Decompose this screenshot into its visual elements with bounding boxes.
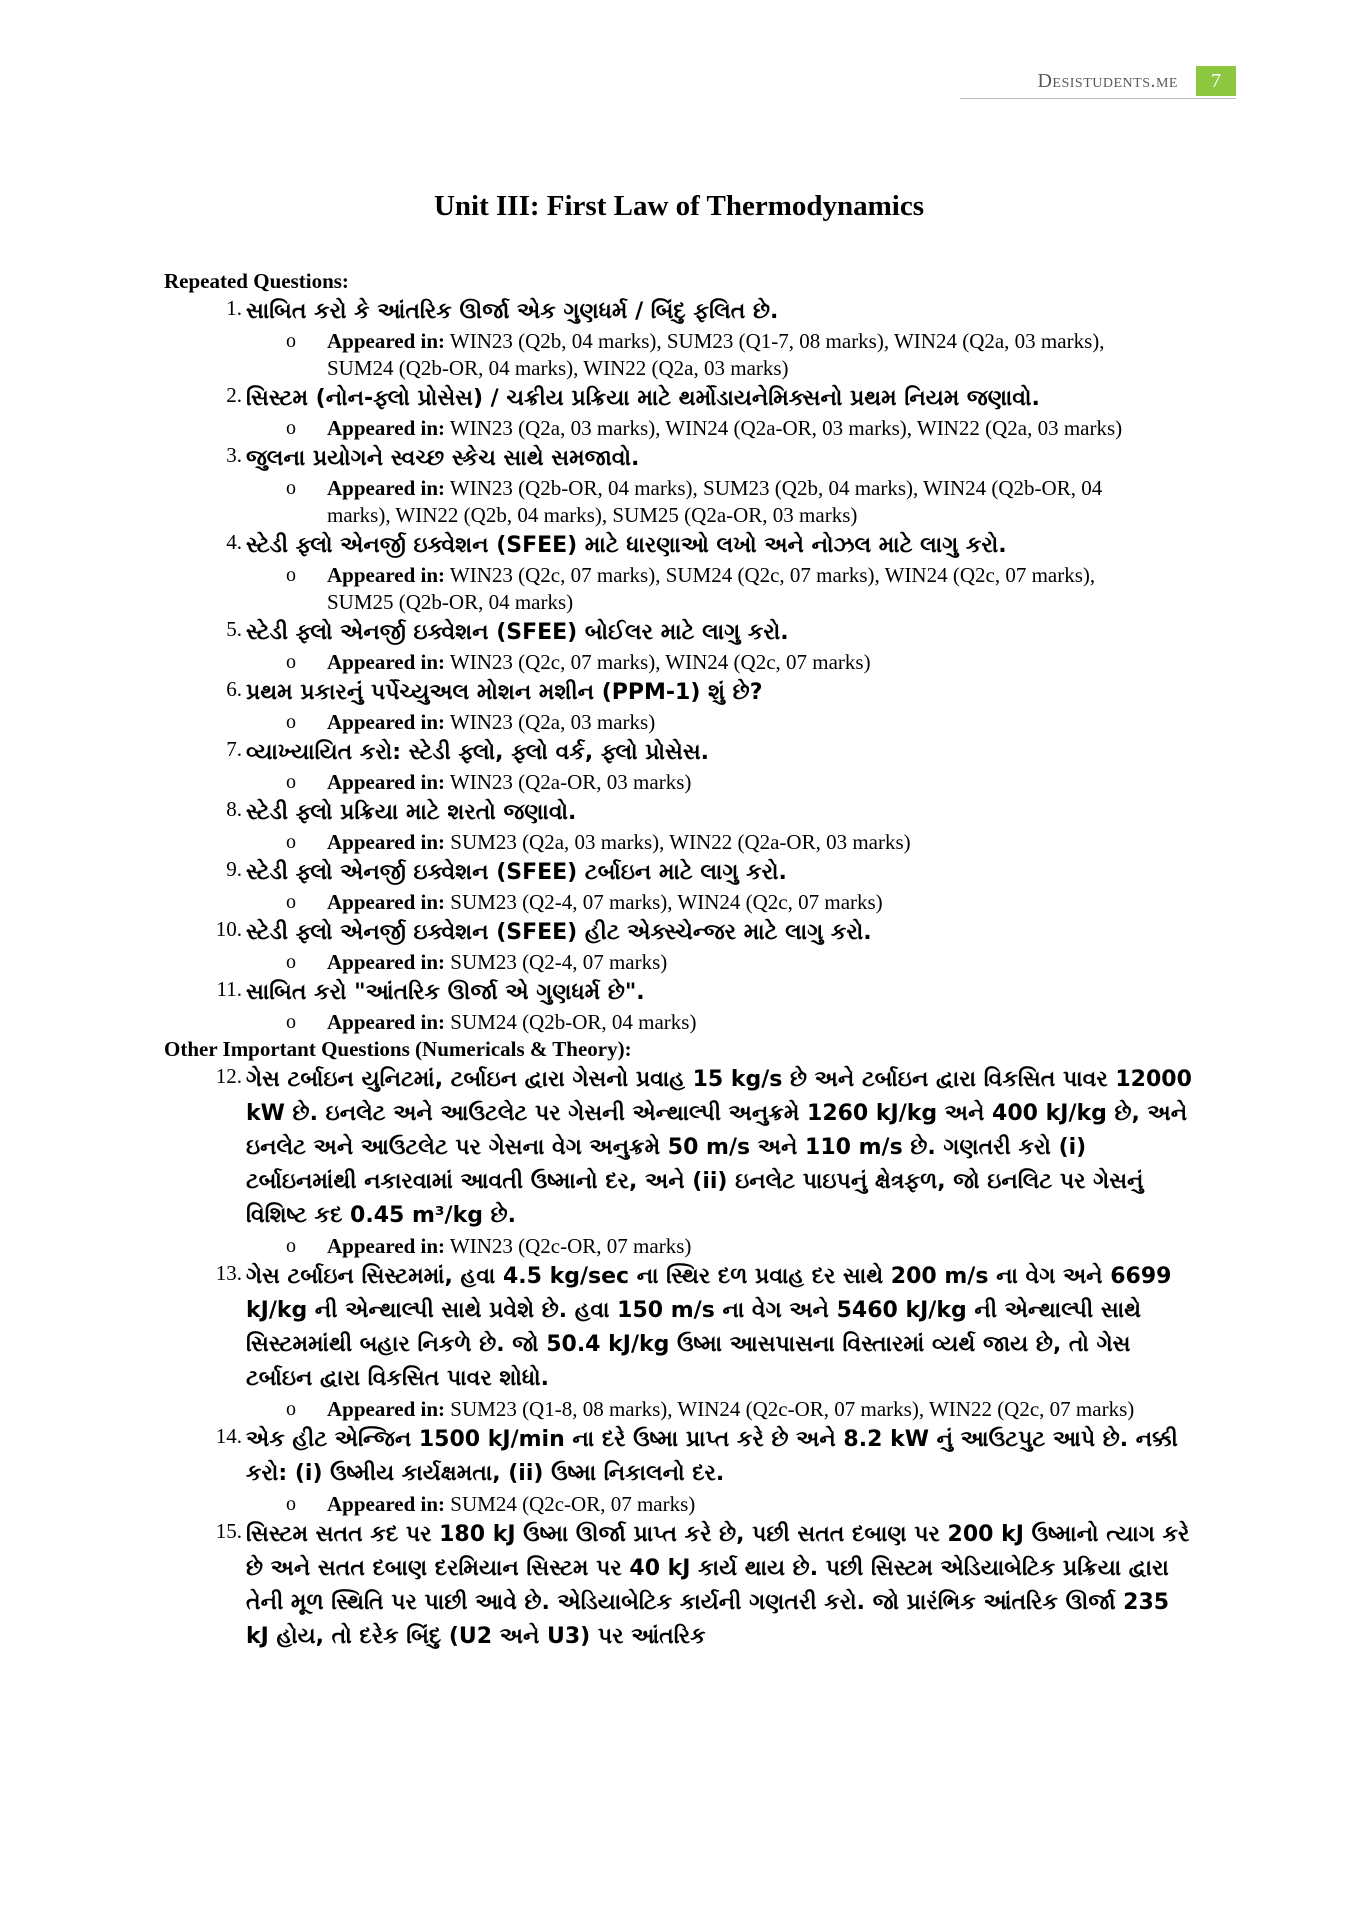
- question-number: 14.: [215, 1424, 242, 1448]
- bullet-icon: o: [286, 477, 296, 499]
- appeared-label: Appeared in:: [327, 830, 446, 854]
- question-item: [164, 676, 1194, 736]
- appeared-label: Appeared in:: [327, 1010, 446, 1034]
- bullet-icon: o: [286, 651, 296, 673]
- appearance-item: [164, 649, 1194, 676]
- question-text: વ્યાખ્યાયિત કરો: સ્ટેડી ફ્લો, ફ્લો વર્ક, ફ્લો પ્રોસેસ.: [246, 740, 710, 765]
- question-number: 1.: [226, 296, 242, 320]
- appearance-item: [164, 1491, 1194, 1518]
- appeared-label: Appeared in:: [327, 650, 446, 674]
- question-text: સાબિત કરો "આંતરિક ઊર્જા એ ગુણધર્મ છે".: [246, 980, 645, 1005]
- appeared-value: WIN23 (Q2c-OR, 07 marks): [445, 1234, 692, 1258]
- appeared-value: SUM24 (Q2c-OR, 07 marks): [445, 1492, 696, 1516]
- appearance-item: [164, 889, 1194, 916]
- bullet-icon: o: [286, 891, 296, 913]
- question-item: [164, 295, 1194, 382]
- appearance-item: [164, 328, 1194, 382]
- appearance-list: [246, 328, 1194, 382]
- bullet-icon: o: [286, 1011, 296, 1033]
- question-text: સ્ટેડી ફ્લો એનર્જી ઇક્વેશન (SFEE) ટર્બાઇન માટે લાગુ કરો.: [246, 860, 787, 885]
- appeared-value: WIN23 (Q2a-OR, 03 marks): [445, 770, 692, 794]
- question-text: એક હીટ એન્જિન 1500 kJ/min ના દરે ઉષ્મા પ્રાપ્ત કરે છે અને 8.2 kW નું આઉટપુટ આપે છે. નક્કી કરો: (i) ઉષ્મીય કાર્યક્ષમતા, (ii) ઉષ્મા નિકાલનો દર.: [246, 1427, 1178, 1486]
- appearance-item: [164, 829, 1194, 856]
- question-item: [164, 796, 1194, 856]
- other-questions-heading: Other Important Questions (Numericals & Theory):: [164, 1037, 632, 1061]
- question-text: પ્રથમ પ્રકારનું પર્પેચ્યુઅલ મોશન મશીન (PPM-1) શું છે?: [246, 680, 763, 705]
- appearance-list: [246, 709, 1194, 736]
- appeared-label: Appeared in:: [327, 563, 446, 587]
- repeated-questions-heading: Repeated Questions:: [164, 269, 349, 293]
- question-number: 13.: [215, 1261, 242, 1285]
- question-item: [164, 1518, 1194, 1654]
- question-number: 10.: [215, 917, 242, 941]
- question-item: [164, 442, 1194, 529]
- question-number: 2.: [226, 383, 242, 407]
- page-number: 7: [1196, 66, 1236, 96]
- question-number: 5.: [226, 617, 242, 641]
- appearance-item: [164, 1009, 1194, 1036]
- question-number: 8.: [226, 797, 242, 821]
- bullet-icon: o: [286, 771, 296, 793]
- question-item: [164, 1063, 1194, 1260]
- appearance-list: [246, 649, 1194, 676]
- question-item: [164, 916, 1194, 976]
- appeared-value: WIN23 (Q2a, 03 marks), WIN24 (Q2a-OR, 03 marks), WIN22 (Q2a, 03 marks): [445, 416, 1123, 440]
- question-text: સિસ્ટમ (નોન-ફ્લો પ્રોસેસ) / ચક્રીય પ્રક્રિયા માટે થર્મોડાયનેમિક્સનો પ્રથમ નિયમ જણાવો.: [246, 386, 1040, 411]
- bullet-icon: o: [286, 831, 296, 853]
- appeared-value: WIN23 (Q2c, 07 marks), SUM24 (Q2c, 07 marks), WIN24 (Q2c, 07 marks), SUM25 (Q2b-OR, 04 marks): [327, 563, 1096, 614]
- question-item: [164, 616, 1194, 676]
- bullet-icon: o: [286, 330, 296, 352]
- question-number: 3.: [226, 443, 242, 467]
- appeared-value: SUM23 (Q2-4, 07 marks): [445, 950, 668, 974]
- question-item: [164, 529, 1194, 616]
- question-text: ગેસ ટર્બાઇન સિસ્ટમમાં, હવા 4.5 kg/sec ના સ્થિર દળ પ્રવાહ દર સાથે 200 m/s ના વેગ અને 6699 kJ/kg ની એન્થાલ્પી સાથે પ્રવેશે છે. હવા 150 m/s ના વેગ અને 5460 kJ/kg ની એન્થાલ્પી સાથે સિસ્ટમમાંથી બહાર નિકળે છે. જો 50.4 kJ/kg ઉષ્મા આસપાસના વિસ્તારમાં વ્યર્થ જાય છે, તો ગેસ ટર્બાઇન દ્વારા વિકસિત પાવર શોધો.: [246, 1264, 1172, 1391]
- question-text: સ્ટેડી ફ્લો એનર્જી ઇક્વેશન (SFEE) બોઈલર માટે લાગુ કરો.: [246, 620, 789, 645]
- question-number: 4.: [226, 530, 242, 554]
- bullet-icon: o: [286, 564, 296, 586]
- appeared-label: Appeared in:: [327, 329, 446, 353]
- question-text: સાબિત કરો કે આંતરિક ઊર્જા એક ગુણધર્મ / બિંદુ ફલિત છે.: [246, 299, 779, 324]
- document-body: [164, 268, 1194, 1654]
- appeared-value: WIN23 (Q2a, 03 marks): [445, 710, 656, 734]
- appeared-label: Appeared in:: [327, 890, 446, 914]
- question-text: સ્ટેડી ફ્લો એનર્જી ઇક્વેશન (SFEE) માટે ધારણાઓ લખો અને નોઝલ માટે લાગુ કરો.: [246, 533, 1007, 558]
- question-item: [164, 1423, 1194, 1518]
- question-item: [164, 856, 1194, 916]
- bullet-icon: o: [286, 711, 296, 733]
- appeared-label: Appeared in:: [327, 770, 446, 794]
- question-item: [164, 736, 1194, 796]
- question-text: સ્ટેડી ફ્લો એનર્જી ઇક્વેશન (SFEE) હીટ એક્સ્ચેન્જર માટે લાગુ કરો.: [246, 920, 872, 945]
- repeated-questions-list: [164, 295, 1194, 1036]
- question-number: 9.: [226, 857, 242, 881]
- question-number: 11.: [216, 977, 242, 1001]
- appearance-item: [164, 769, 1194, 796]
- question-number: 6.: [226, 677, 242, 701]
- appearance-list: [246, 1009, 1194, 1036]
- other-questions-list: [164, 1063, 1194, 1654]
- question-text: સિસ્ટમ સતત કદ પર 180 kJ ઉષ્મા ઊર્જા પ્રાપ્ત કરે છે, પછી સતત દબાણ પર 200 kJ ઉષ્માનો ત્યાગ કરે છે અને સતત દબાણ દરમિયાન સિસ્ટમ પર 40 kJ કાર્ય થાય છે. પછી સિસ્ટમ એડિયાબેટિક પ્રક્રિયા દ્વારા તેની મૂળ સ્થિતિ પર પાછી આવે છે. એડિયાબેટિક કાર્યની ગણતરી કરો. જો પ્રારંભિક આંતરિક ઊર્જા 235 kJ હોય, તો દરેક બિંદુ (U2 અને U3) પર આંતરિક: [246, 1522, 1190, 1649]
- appearance-item: [164, 1233, 1194, 1260]
- appeared-value: SUM23 (Q2-4, 07 marks), WIN24 (Q2c, 07 marks): [445, 890, 883, 914]
- appeared-label: Appeared in:: [327, 950, 446, 974]
- site-name: Desistudents.me: [1037, 70, 1178, 92]
- question-text: જુલના પ્રયોગને સ્વચ્છ સ્કેચ સાથે સમજાવો.: [246, 446, 640, 471]
- question-item: [164, 1260, 1194, 1423]
- appearance-item: [164, 415, 1194, 442]
- appearance-list: [246, 415, 1194, 442]
- bullet-icon: o: [286, 417, 296, 439]
- appeared-value: SUM24 (Q2b-OR, 04 marks): [445, 1010, 697, 1034]
- question-number: 12.: [215, 1064, 242, 1088]
- appearance-item: [164, 1396, 1194, 1423]
- appearance-list: [246, 829, 1194, 856]
- page-title: Unit III: First Law of Thermodynamics: [433, 190, 925, 222]
- question-text: સ્ટેડી ફ્લો પ્રક્રિયા માટે શરતો જણાવો.: [246, 800, 577, 825]
- appeared-label: Appeared in:: [327, 416, 446, 440]
- appeared-label: Appeared in:: [327, 476, 446, 500]
- appearance-item: [164, 709, 1194, 736]
- appearance-list: [246, 769, 1194, 796]
- appearance-list: [246, 1233, 1194, 1260]
- appearance-item: [164, 949, 1194, 976]
- appearance-item: [164, 562, 1194, 616]
- appearance-item: [164, 475, 1194, 529]
- appeared-label: Appeared in:: [327, 710, 446, 734]
- bullet-icon: o: [286, 1235, 296, 1257]
- appearance-list: [246, 562, 1194, 616]
- question-item: [164, 382, 1194, 442]
- bullet-icon: o: [286, 1493, 296, 1515]
- appeared-label: Appeared in:: [327, 1234, 446, 1258]
- header-rule: [960, 98, 1236, 99]
- question-number: 15.: [215, 1519, 242, 1543]
- appearance-list: [246, 475, 1194, 529]
- appeared-value: WIN23 (Q2b-OR, 04 marks), SUM23 (Q2b, 04 marks), WIN24 (Q2b-OR, 04 marks), WIN22 (Q2b, 04 marks), SUM25 (Q2a-OR, 03 marks): [327, 476, 1103, 527]
- appeared-label: Appeared in:: [327, 1492, 446, 1516]
- appeared-value: SUM23 (Q2a, 03 marks), WIN22 (Q2a-OR, 03 marks): [445, 830, 911, 854]
- appearance-list: [246, 949, 1194, 976]
- appearance-list: [246, 1396, 1194, 1423]
- appeared-value: WIN23 (Q2b, 04 marks), SUM23 (Q1-7, 08 marks), WIN24 (Q2a, 03 marks), SUM24 (Q2b-OR, 04 marks), WIN22 (Q2a, 03 marks): [327, 329, 1105, 380]
- question-text: ગેસ ટર્બાઇન યુનિટમાં, ટર્બાઇન દ્વારા ગેસનો પ્રવાહ 15 kg/s છે અને ટર્બાઇન દ્વારા વિકસિત પાવર 12000 kW છે. ઇનલેટ અને આઉટલેટ પર ગેસની એન્થાલ્પી અનુક્રમે 1260 kJ/kg અને 400 kJ/kg છે, અને ઇનલેટ અને આઉટલેટ પર ગેસના વેગ અનુક્રમે 50 m/s અને 110 m/s છે. ગણતરી કરો (i) ટર્બાઇનમાંથી નકારવામાં આવતી ઉષ્માનો દર, અને (ii) ઇનલેટ પાઇપનું ક્ષેત્રફળ, જો ઇનલિટ પર ગેસનું વિશિષ્ટ કદ 0.45 m³/kg છે.: [246, 1067, 1192, 1228]
- bullet-icon: o: [286, 1398, 296, 1420]
- question-item: [164, 976, 1194, 1036]
- appearance-list: [246, 1491, 1194, 1518]
- appeared-value: SUM23 (Q1-8, 08 marks), WIN24 (Q2c-OR, 07 marks), WIN22 (Q2c, 07 marks): [445, 1397, 1135, 1421]
- question-number: 7.: [226, 737, 242, 761]
- bullet-icon: o: [286, 951, 296, 973]
- appeared-label: Appeared in:: [327, 1397, 446, 1421]
- appearance-list: [246, 889, 1194, 916]
- appeared-value: WIN23 (Q2c, 07 marks), WIN24 (Q2c, 07 marks): [445, 650, 871, 674]
